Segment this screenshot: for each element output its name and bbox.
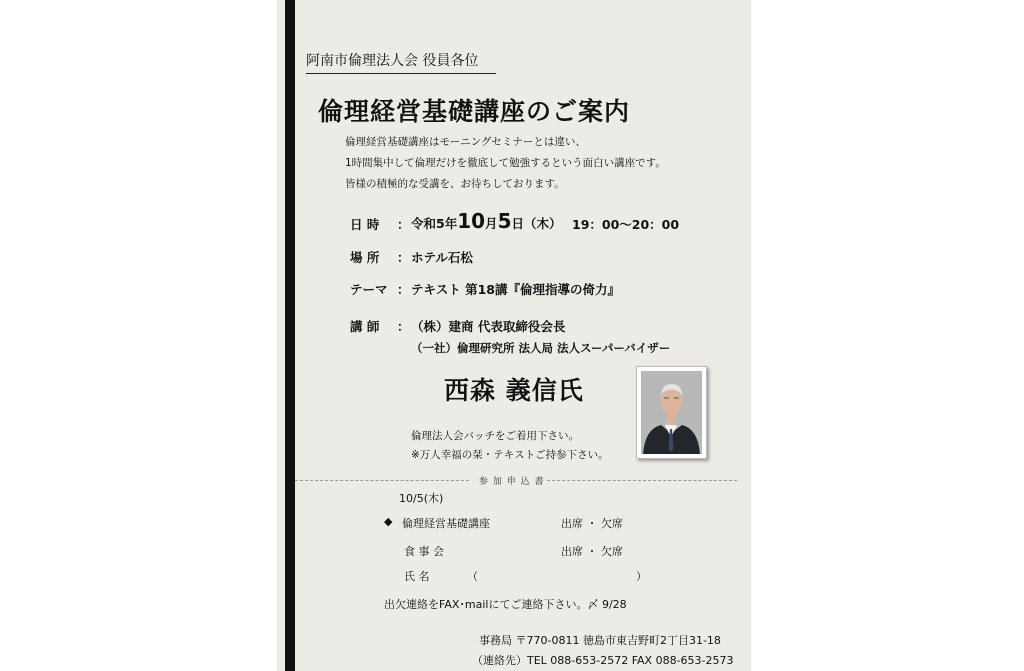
course-attendance-options[interactable]: 出席 ・ 欠席 (561, 517, 623, 530)
contact-note: 出欠連絡をFAX･mailにてご連絡下さい。〆 9/28 (384, 598, 627, 611)
lecturer-colon: ： (397, 319, 410, 334)
time-value: 19：00～20：00 (572, 217, 680, 232)
bullet-icon: ◆ (384, 515, 393, 528)
place-value: ホテル石松 (411, 250, 473, 265)
date-label: 日 時 (350, 217, 380, 232)
office-contact: （連絡先）TEL 088-653-2572 FAX 088-653-2573 (472, 654, 734, 667)
decorative-bar (285, 0, 295, 671)
form-name-label: 氏 名 (404, 570, 430, 583)
intro-line-2: 1時間集中して倫理だけを徹底して勉強するという面白い講座です。 (345, 157, 666, 169)
date-month: 10 (457, 209, 486, 233)
note-badge: 倫理法人会バッチをご着用下さい。 (411, 430, 579, 442)
date-day: 5 (497, 209, 512, 233)
date-day-unit: 日（木） (511, 216, 562, 231)
page-title: 倫理経営基礎講座のご案内 (318, 97, 631, 126)
name-field-open: （ (467, 570, 478, 583)
theme-value: テキスト 第18講『倫理指導の倚力』 (411, 282, 620, 297)
place-colon: ： (397, 250, 410, 265)
dinner-attendance-options[interactable]: 出席 ・ 欠席 (561, 545, 623, 558)
intro-line-1: 倫理経営基礎講座はモーニングセミナーとは違い、 (345, 136, 586, 148)
date-colon: ： (397, 217, 410, 232)
form-divider-left (295, 480, 469, 481)
form-date: 10/5(木) (399, 492, 444, 505)
date-month-unit: 月 (485, 216, 498, 231)
note-textbook: ※万人幸福の栞・テキストご持参下さい。 (411, 449, 609, 461)
lecturer-label: 講 師 (350, 319, 380, 334)
theme-label: テーマ (350, 282, 388, 297)
office-address: 事務局 〒770-0811 徳島市東吉野町2丁目31-18 (479, 634, 721, 647)
form-title: 参 加 申 込 書 (479, 477, 545, 487)
theme-colon: ： (397, 282, 410, 297)
lecturer-name: 西森 義信氏 (444, 376, 584, 405)
portrait-image (641, 371, 702, 454)
form-item-dinner: 食 事 会 (404, 545, 444, 558)
lecturer-affiliation-2: （一社）倫理研究所 法人局 法人スーパーバイザー (411, 341, 671, 355)
date-value (411, 209, 562, 233)
lecturer-affiliation-1: （株）建商 代表取締役会長 (411, 319, 566, 334)
lecturer-photo (636, 366, 707, 459)
recipient-line: 阿南市倫理法人会 役員各位 (306, 50, 496, 74)
form-item-course: 倫理経営基礎講座 (402, 517, 490, 530)
intro-line-3: 皆様の積極的な受講を、お待ちしております。 (345, 178, 565, 190)
name-field[interactable] (482, 566, 632, 582)
form-divider-right (547, 480, 737, 481)
name-field-close: ） (636, 570, 647, 583)
date-era: 令和5年 (411, 216, 458, 231)
place-label: 場 所 (350, 250, 380, 265)
